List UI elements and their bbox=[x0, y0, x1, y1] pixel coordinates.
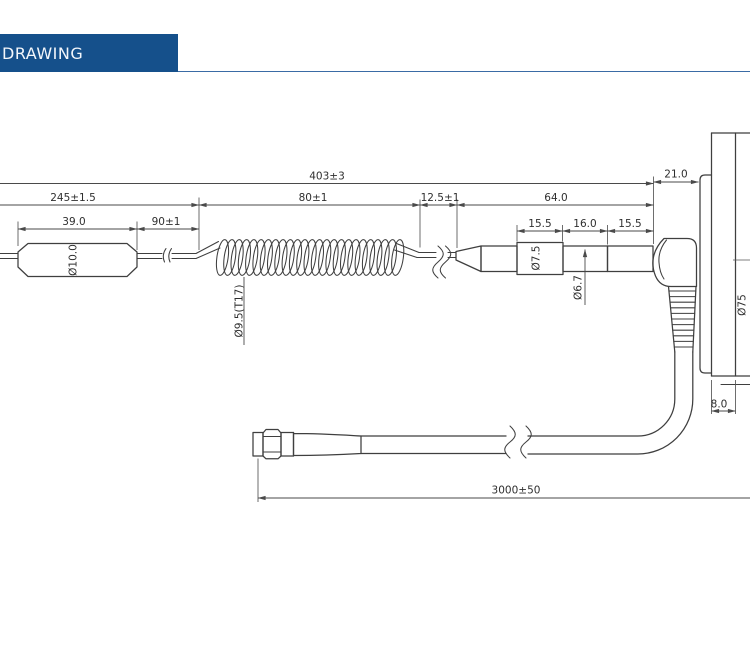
dim-39-label: 39.0 bbox=[62, 216, 86, 228]
strain-relief bbox=[669, 287, 697, 353]
dia-coil-label: Ø9.5(T17) bbox=[233, 284, 246, 338]
wire-break-mark bbox=[163, 249, 171, 263]
probe-body bbox=[0, 244, 196, 277]
dia-disc-label: Ø75 bbox=[736, 294, 749, 316]
disc-antenna bbox=[700, 133, 750, 385]
dim-3000-label: 3000±50 bbox=[491, 484, 541, 497]
dia-sensor-large-label: Ø7.5 bbox=[530, 245, 543, 271]
dim-90-label: 90±1 bbox=[151, 216, 181, 228]
coil-cable bbox=[214, 239, 405, 276]
dim-8-label: 8.0 bbox=[710, 398, 728, 411]
sensor-assembly bbox=[456, 243, 653, 275]
dimension-labels bbox=[50, 169, 748, 497]
dim-15-5-right-label: 15.5 bbox=[618, 218, 642, 230]
dim-overall-label: 403±3 bbox=[309, 170, 345, 183]
wire-break-squiggle bbox=[433, 246, 451, 278]
dim-64-label: 64.0 bbox=[544, 192, 568, 204]
cable-break-squiggle bbox=[505, 426, 532, 458]
header-title: DRAWING bbox=[2, 43, 84, 63]
sma-connector bbox=[253, 430, 361, 459]
dim-12-5-label: 12.5±1 bbox=[420, 192, 460, 204]
dia-body-label: Ø10.0 bbox=[67, 244, 80, 276]
elbow-housing bbox=[653, 239, 697, 287]
dia-sensor-small-label: Ø6.7 bbox=[572, 275, 585, 300]
dim-80-label: 80±1 bbox=[298, 192, 328, 204]
dim-245-label: 245±1.5 bbox=[50, 192, 96, 204]
dim-16-label: 16.0 bbox=[573, 218, 597, 230]
dim-21-label: 21.0 bbox=[664, 168, 688, 181]
coax-cable bbox=[361, 352, 693, 458]
dim-15-5-left-label: 15.5 bbox=[528, 218, 552, 230]
